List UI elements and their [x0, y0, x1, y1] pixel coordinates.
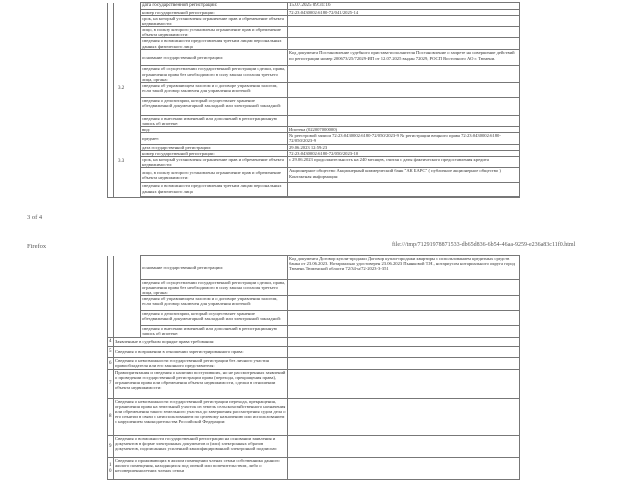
- row-value: [288, 38, 520, 50]
- row-label: Заявленные в судебном порядке права требования:: [114, 338, 288, 347]
- row-value: [288, 370, 520, 399]
- row-value: с 29.06.2023 продолжительность на 240 месяцев, считая с даты фактического предоставления кредита: [288, 157, 520, 168]
- row-value: [288, 326, 520, 338]
- page-footer-count: 3 of 4: [27, 214, 43, 221]
- row-label: сведения об управляющем залогом и о договоре управления залогом, если такой договор заключен для управления ипотекой:: [141, 82, 288, 97]
- table-bottom-border: [107, 197, 520, 198]
- row-label: Сведения о проживающих в жилом помещении членах семьи собственника данного жилого помещения, находящихся под опекой или попечительством, либо о несовершеннолетних членах семьи: [114, 458, 288, 480]
- row-label: лицо, в пользу которого установлены ограничение прав и обременение объекта недвижимости:: [141, 27, 288, 38]
- row-value: [288, 115, 520, 126]
- row-value: 72:23:0430002:6180-72/050/2023-10: [288, 151, 520, 157]
- row-value: [288, 358, 520, 370]
- row-value: [288, 311, 520, 326]
- row-value: Код документа Договор купли-продажи Договор купли-продажи квартиры с использованием кредитных средств банка от 23.06.2023. Нотариально удостоверен 23.06.2023 Пьянковой Т.Н., нотариусом нотариального округа город Тюмень Тюменской области 72/34-н/72-2023-3-351: [288, 256, 520, 280]
- row-value: [288, 183, 520, 197]
- row-value: [288, 347, 520, 358]
- row-number: 10: [108, 458, 114, 480]
- row-value: 29.06.2023 12:59:23: [288, 145, 520, 151]
- page-header-browser: Firefox: [27, 243, 47, 250]
- row-label: сведения о внесении изменений или дополнений в регистрационную запись об ипотеке:: [141, 326, 288, 338]
- row-label: Правопритязания и сведения о наличии поступивших, но не рассмотренных заявлений о проведении государственной регистрации права (перехода, прекращения права), ограничения права или обременения объекта недвижимости, сделки в отношении объекта недвижимости:: [114, 370, 288, 399]
- row-label: Сведения о возражении в отношении зарегистрированного права:: [114, 347, 288, 358]
- row-label: основание государственной регистрации:: [141, 256, 288, 280]
- row-value: [288, 296, 520, 311]
- row-label: сведения об управляющем залогом и о договоре управления залогом, если такой договор заключен для управления ипотекой:: [141, 296, 288, 311]
- row-label: сведения о депозитарии, который осуществляет хранение обездвиженной документарной закладной или электронной закладной:: [141, 97, 288, 115]
- section-number: 3.2: [114, 50, 141, 126]
- row-label: сведения о возможности предоставления третьим лицам персональных данных физического лица: [141, 38, 288, 50]
- row-value: [288, 97, 520, 115]
- row-label: сведения о возможности предоставления третьим лицам персональных данных физического лица: [141, 183, 288, 197]
- row-label: срок, на который установлены ограничение прав и обременение объекта недвижимости:: [141, 157, 288, 168]
- row-value: [288, 280, 520, 296]
- row-label: Сведения о невозможности государственной регистрации перехода, прекращения, ограничения права на земельный участок из земель сельскохозяйственного назначения или обременения такого земельного участка до завершения рассмотрения судом дела о его изъятии в связи с неиспользованием по целевому назначению или использованием с нарушением законодательства Российской Федерации:: [114, 399, 288, 436]
- extract-table-page-4: [107, 255, 520, 338]
- row-value: [288, 399, 520, 436]
- row-value: [288, 436, 520, 458]
- row-value: [288, 66, 520, 82]
- row-label: основание государственной регистрации:: [141, 50, 288, 66]
- row-value: [288, 338, 520, 347]
- row-label: вид:: [141, 126, 288, 132]
- row-value: № реестровой записи 72:23:0430002:6180-72/050/2023-9 № регистрации вещного права 72:23:0430002:6180-72/050/2023-9: [288, 133, 520, 145]
- row-label: Сведения о невозможности государственной регистрации без личного участия правообладателя или его законного представителя:: [114, 358, 288, 370]
- row-label: Сведения о возможности государственной регистрации на основании заявления и документов в форме электронных документов и (или) электронных образов документов, подписанных усиленной квалифицированной электронной подписью:: [114, 436, 288, 458]
- row-label: дата государственной регистрации:: [141, 3, 288, 10]
- page-header-url: file:///tmp/71291978871533-db65d836-6b54-46aa-9259-e236a83c11f0.html: [392, 242, 576, 248]
- section-number: 3.3: [114, 126, 141, 196]
- row-value: Код документа Постановление судебного пристава-исполнителя Постановление о запрете на совершение действий по регистрации номер 200673/25/72029-ИП от 12.07.2025 выдан 72029, РОСП Восточного АО г. Тюмени.: [288, 50, 520, 66]
- row-value: [288, 82, 520, 97]
- row-label: лицо, в пользу которого установлены ограничение прав и обременение объекта недвижимости:: [141, 168, 288, 183]
- row-number: 6: [108, 358, 114, 370]
- extract-table-numbered: [107, 337, 520, 480]
- row-label: сведения о внесении изменений или дополнений в регистрационную запись об ипотеке:: [141, 115, 288, 126]
- row-number: 7: [108, 370, 114, 399]
- row-label: номер государственной регистрации:: [141, 10, 288, 16]
- row-label: номер государственной регистрации:: [141, 151, 288, 157]
- row-number: 5: [108, 347, 114, 358]
- row-label: сведения о депозитарии, который осуществляет хранение обездвиженной документарной закладной или электронной закладной:: [141, 311, 288, 326]
- extract-table-page-3: [107, 2, 520, 197]
- row-value: Акционерное общество Акционерный коммерческий банк "АК БАРС" ( публичное акционерное общество ) Контактная информация:: [288, 168, 520, 183]
- row-number: 4: [108, 338, 114, 347]
- row-value: [288, 458, 520, 480]
- row-label: срок, на который установлены ограничение прав и обременение объекта недвижимости:: [141, 16, 288, 27]
- row-label: дата государственной регистрации:: [141, 145, 288, 151]
- row-value: Ипотека (022007000000): [288, 126, 520, 132]
- row-label: сведения об осуществлении государственной регистрации сделки, права, ограничения права без необходимого в силу закона согласия третьего лица, органа:: [141, 280, 288, 296]
- row-number: 8: [108, 399, 114, 436]
- row-number: 9: [108, 436, 114, 458]
- row-value: [288, 16, 520, 27]
- row-value: 72:23:0430002:6180-72/041/2025-14: [288, 10, 520, 16]
- row-value: 15.07.2025 09:31:16: [288, 3, 520, 10]
- row-label: сведения об осуществлении государственной регистрации сделки, права, ограничения права без необходимого в силу закона согласия третьего лица, органа:: [141, 66, 288, 82]
- row-label: предмет:: [141, 133, 288, 145]
- row-value: [288, 27, 520, 38]
